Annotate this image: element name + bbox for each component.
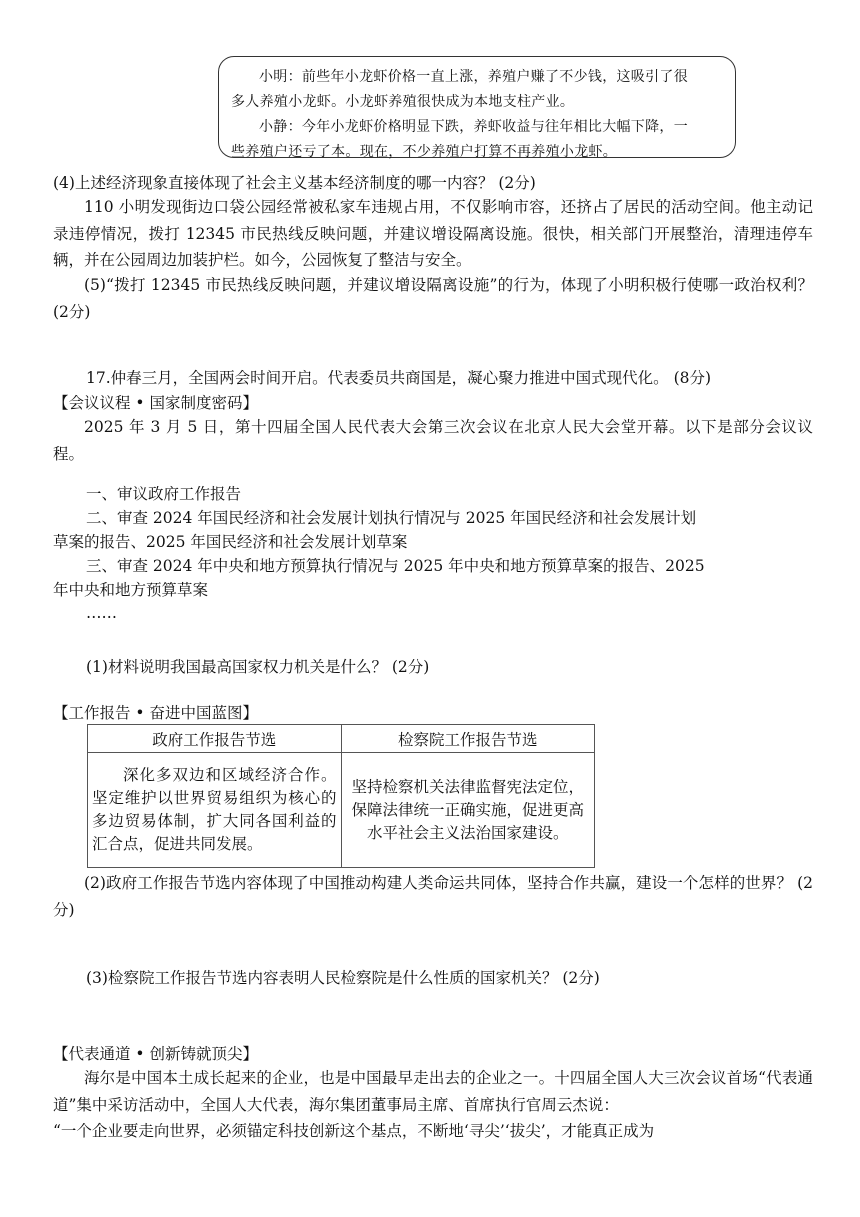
agenda-item-3: 三、审查 2024 年中央和地方预算执行情况与 2025 年中央和地方预算草案的报告、2025 [86, 557, 705, 575]
table-cell-procuratorate: 坚持检察机关法律监督宪法定位，保障法律统一正确实施，促进更高水平社会主义法治国家建设。 [341, 753, 595, 868]
haier-text: 海尔是中国本土成长起来的企业，也是中国最早走出去的企业之一。十四届全国人大三次会议首场“代表通道”集中采访活动中，全国人大代表，海尔集团董事局主席、首席执行官周云杰说： [53, 1069, 813, 1114]
dialog-box [218, 56, 736, 158]
material-park [53, 194, 813, 274]
question-17-2 [53, 870, 813, 923]
section-title-representative: 【代表通道 • 创新铸就顶尖】 [53, 1045, 258, 1063]
question-text: (5)“拨打 12345 市民热线反映问题，并建议增设隔离设施”的行为，体现了小明积极行使哪一政治权利？ (2分) [53, 276, 813, 321]
material-text: 110 小明发现街边口袋公园经常被私家车违规占用，不仅影响市容，还挤占了居民的活动空间。他主动记录违停情况，拨打 12345 市民热线反映问题，并建议增设隔离设施。很快，相关部门开展整治，清理违停车辆，并在公园周边加装护栏。如今，公园恢复了整洁与安全。 [53, 198, 813, 269]
agenda-ellipsis: …… [86, 604, 117, 622]
agenda-intro [53, 414, 813, 467]
question-text: (2)政府工作报告节选内容体现了中国推动构建人类命运共同体，坚持合作共赢，建设一个怎样的世界？ (2分) [53, 874, 813, 919]
agenda-item-3-cont: 年中央和地方预算草案 [53, 581, 209, 599]
question-16-4: (4)上述经济现象直接体现了社会主义基本经济制度的哪一内容？ (2分) [53, 174, 536, 192]
table-cell-government: 深化多双边和区域经济合作。坚定维护以世界贸易组织为核心的多边贸易体制，扩大同各国利益的汇合点，促进共同发展。 [88, 753, 342, 868]
haier-material [53, 1065, 813, 1145]
question-17-3: (3)检察院工作报告节选内容表明人民检察院是什么性质的国家机关？ (2分) [86, 969, 600, 987]
agenda-item-1: 一、审议政府工作报告 [86, 485, 242, 503]
agenda-item-2: 二、审查 2024 年国民经济和社会发展计划执行情况与 2025 年国民经济和社会发展计划 [86, 509, 697, 527]
question-17-intro: 17.仲春三月，全国两会时间开启。代表委员共商国是，凝心聚力推进中国式现代化。 (8分) [86, 369, 712, 387]
table-header-government: 政府工作报告节选 [88, 725, 342, 753]
dialog-line: 小静：今年小龙虾价格明显下跌，养虾收益与往年相比大幅下降，一 [259, 119, 688, 135]
question-17-1: (1)材料说明我国最高国家权力机关是什么？ (2分) [86, 658, 430, 676]
question-16-5 [53, 272, 813, 325]
agenda-intro-text: 2025 年 3 月 5 日，第十四届全国人民代表大会第三次会议在北京人民大会堂开幕。以下是部分会议议程。 [53, 418, 813, 463]
haier-quote: “一个企业要走向世界，必须锚定科技创新这个基点，不断地‘寻尖’‘拔尖’，才能真正成为 [53, 1122, 655, 1140]
table-header-procuratorate: 检察院工作报告节选 [341, 725, 595, 753]
section-title-report: 【工作报告 • 奋进中国蓝图】 [53, 704, 258, 722]
dialog-line: 些养殖户还亏了本。现在，不少养殖户打算不再养殖小龙虾。 [231, 144, 618, 160]
agenda-item-2-cont: 草案的报告、2025 年国民经济和社会发展计划草案 [53, 533, 408, 551]
section-title-agenda: 【会议议程 • 国家制度密码】 [53, 394, 258, 412]
report-table [87, 724, 595, 868]
dialog-line: 多人养殖小龙虾。小龙虾养殖很快成为本地支柱产业。 [231, 94, 575, 110]
dialog-line: 小明：前些年小龙虾价格一直上涨，养殖户赚了不少钱，这吸引了很 [259, 69, 688, 85]
